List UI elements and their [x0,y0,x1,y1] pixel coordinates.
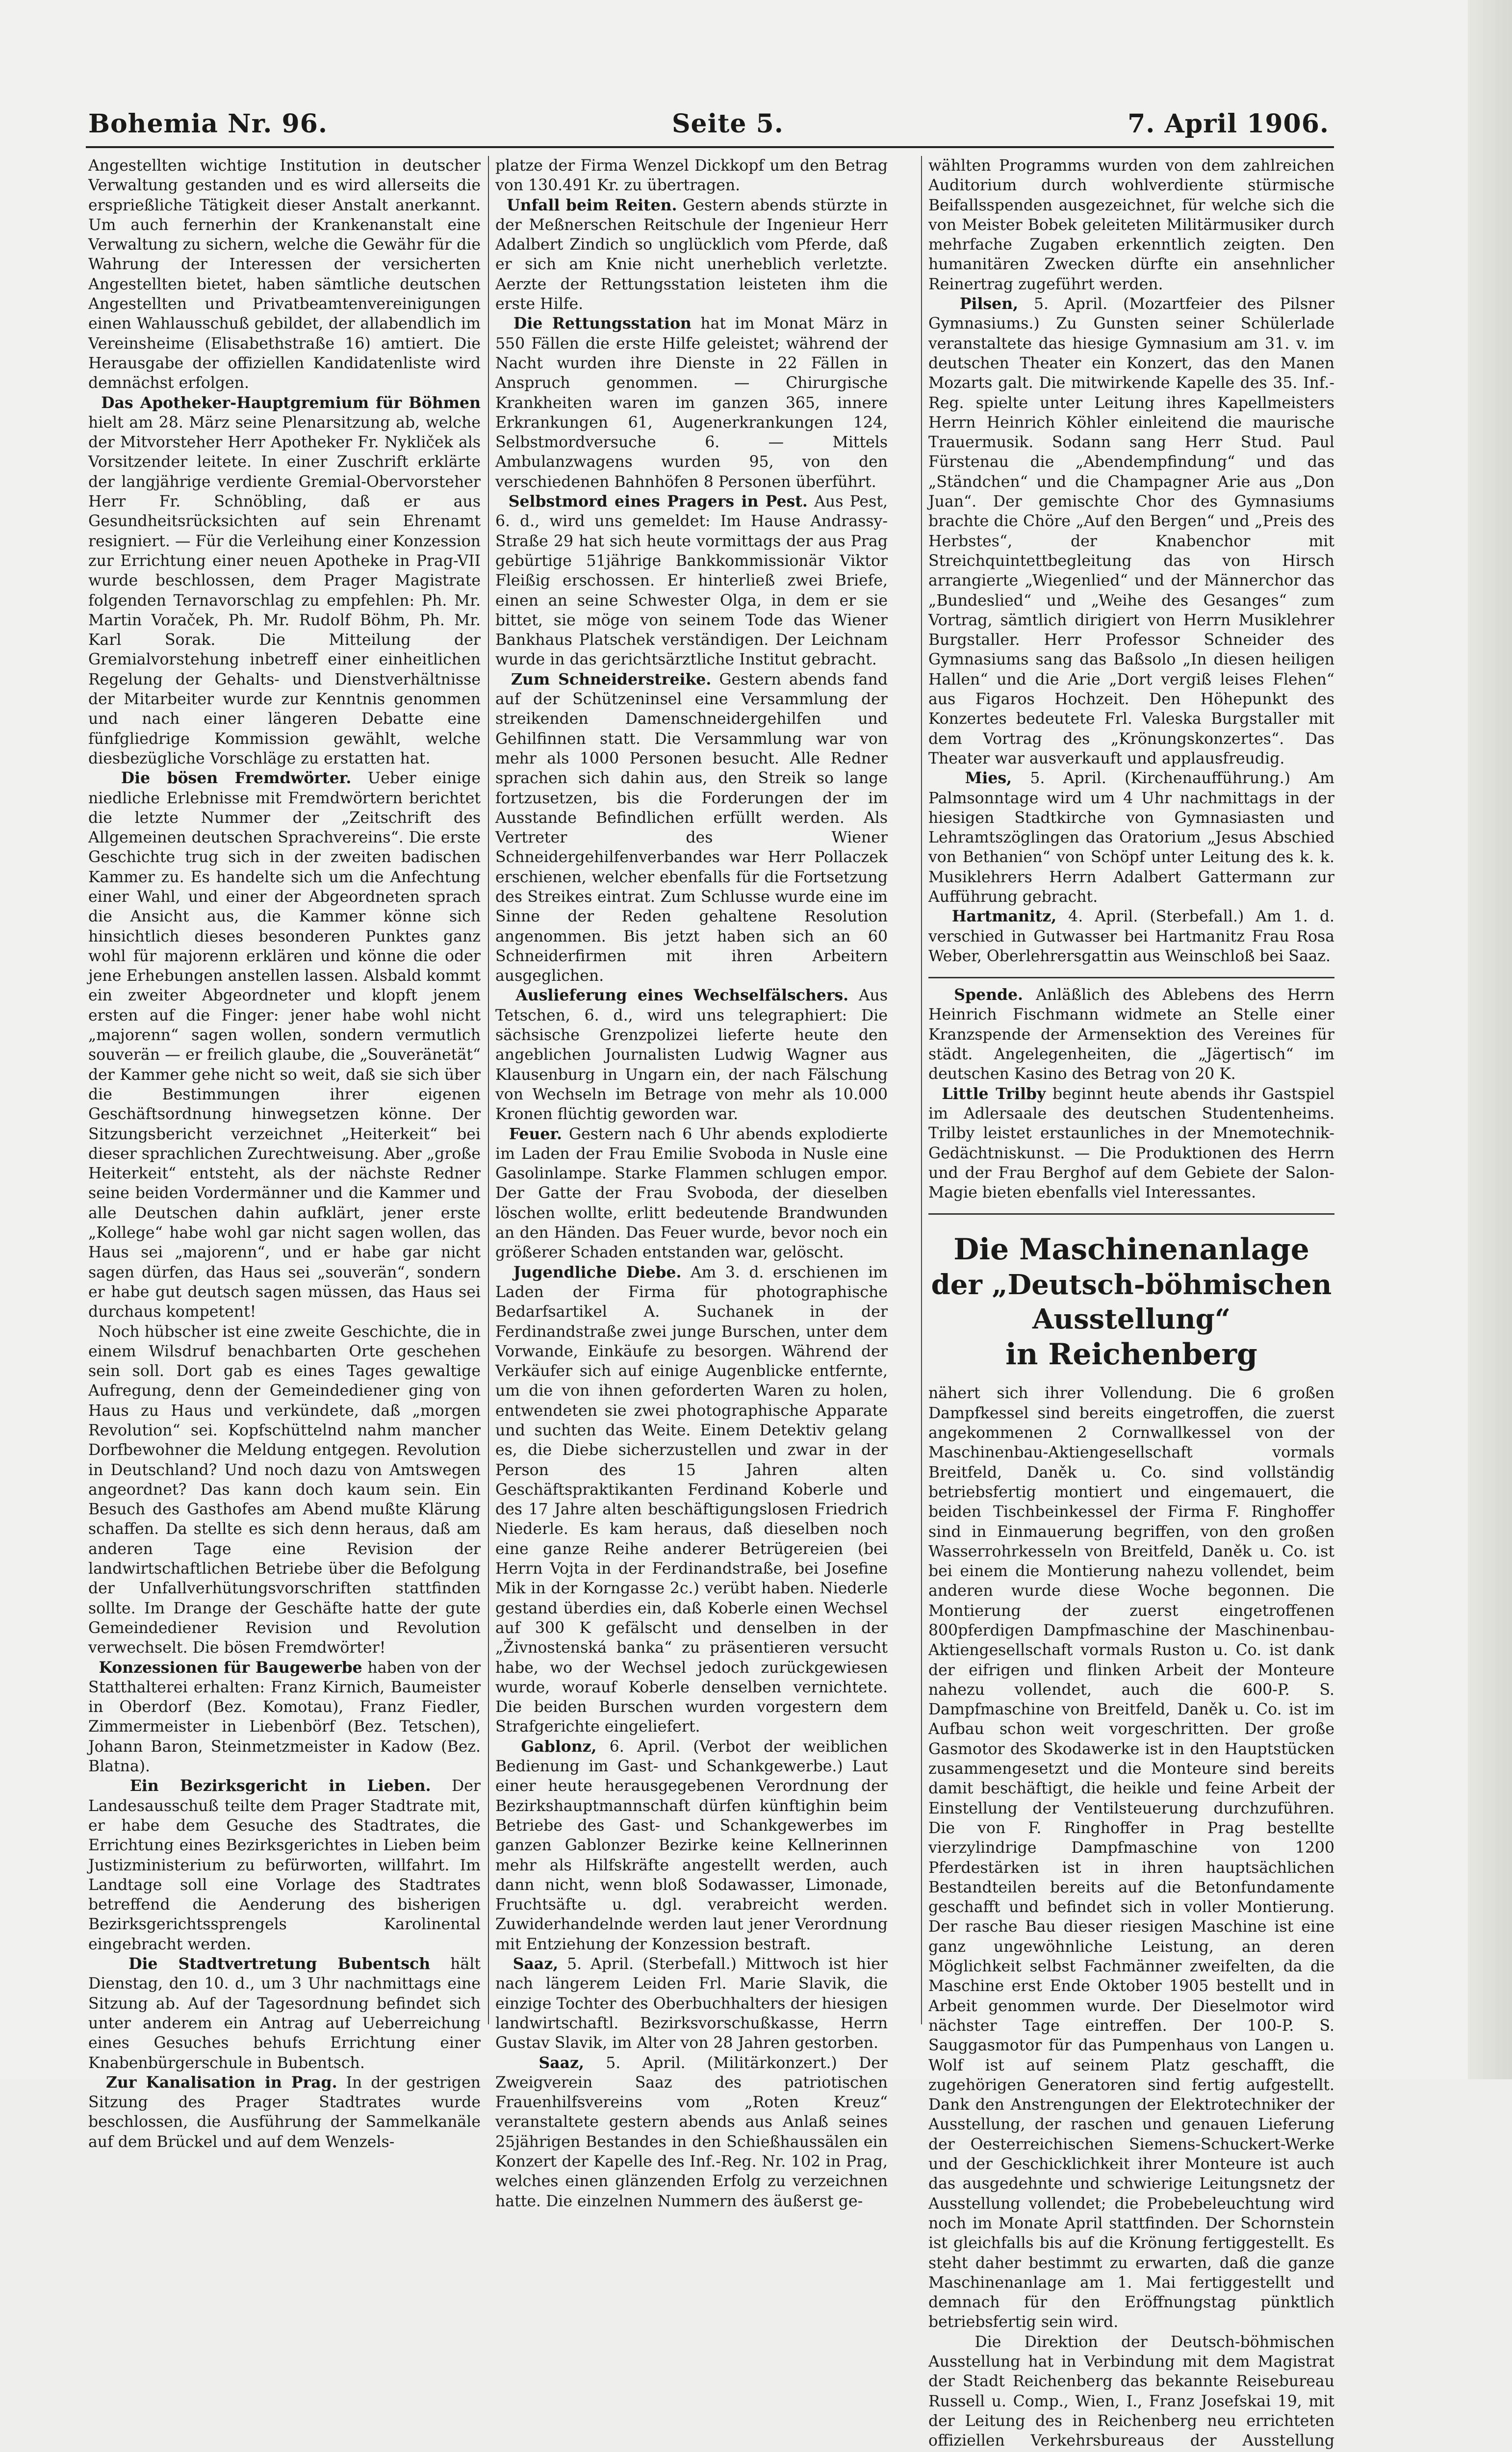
article-headline: Saaz, [538,2053,584,2072]
article-text: In der gestrigen Sitzung des Prager Stadtrates wurde beschlossen, die Ausführung der Sammelkanäle auf dem Brückel und auf dem Wenzels- [88,2073,481,2151]
header-publication: Bohemia Nr. 96. [88,109,328,139]
article-text: Angestellten wichtige Institution in deutscher Verwaltung gestanden und es wird allerseits die ersprießliche Tätigkeit dieser Anstalt anerkannt. Um auch fernerhin der Krankenanstalt eine Verwaltung zu sichern, welche die Gewähr für die Wahrung der Interessen der versicherten Angestellten bietet, haben sämtliche deutschen Angestellten und Privatbeamtenvereinigungen einen Wahlausschuß gebildet, der allabendlich im Vereinsheime (Elisabethstraße 16) amtiert. Die Herausgabe der offiziellen Kandidatenliste wird demnächst erfolgen. [88,157,481,392]
article-text: Der Landesausschuß teilte dem Prager Stadtrate mit, er habe dem Gesuche des Stadtrates, die Errichtung eines Bezirksgerichtes in Lieben beim Justizministerium zu befürworten, willfahrt. Im Landtage soll eine Vorlage des Stadtrates betreffend die Aenderung des bisherigen Bezirksgerichtssprengels Karolinental eingebracht werden. [88,1777,481,1953]
article-paragraph [495,2053,888,2211]
article-paragraph [928,907,1334,966]
article-paragraph [495,1737,888,1954]
article-paragraph [88,1322,481,1658]
article-text: Aus Pest, 6. d., wird uns gemeldet: Im Hause Andrassy-Straße 29 hat sich heute vormittags der aus Prag gebürtige 51jährige Bankkommissionär Viktor Fleißig erschossen. Er hinterließ zwei Briefe, einen an seine Schwester Olga, in dem er sie bittet, sie möge von seinem Tode das Wiener Bankhaus Platschek verständigen. Der Leichnam wurde in das gerichtsärztliche Institut gebracht. [495,493,888,669]
article-paragraph [88,1658,481,1777]
column-2 [495,156,888,2210]
article-text: 6. April. (Verbot der weiblichen Bedienung im Gast- und Schankgewerbe.) Laut einer heute herausgegebenen Verordnung der Bezirkshauptmannschaft dürfen künftighin beim Betriebe des Gast- und Schankgewerbes im ganzen Gablonzer Bezirke keine Kellnerinnen mehr als Hilfskräfte angestellt werden, auch dann nicht, wenn bloß Sodawasser, Limonade, Fruchtsäfte u. dgl. verabreicht werden. Zuwiderhandelnde werden laut jener Verordnung mit Entziehung der Konzession bestraft. [495,1737,888,1953]
section-divider [928,1213,1334,1215]
article-headline: Spende. [954,986,1024,1004]
article-text: 5. April. (Mozartfeier des Pilsner Gymnasiums.) Zu Gunsten seiner Schülerlade veranstaltete das hiesige Gymnasium am 31. v. im deutschen Theater ein Konzert, das den Manen Mozarts galt. Die mitwirkende Kapelle des 35. Inf.-Reg. spielte unter Leitung ihres Kapellmeisters Herrn Heinrich Köhler einleitend die maurische Trauermusik. Sodann sang Herr Stud. Paul Fürstenau die „Abendempfindung“ und das „Ständchen“ und die Champagner Arie aus „Don Juan“. Der gemischte Chor des Gymnasiums brachte die Chöre „Auf den Bergen“ und „Preis des Herbstes“, der Knabenchor mit Streichquintettbegleitung das von Hirsch arrangierte „Wiegenlied“ und der Männerchor das „Bundeslied“ und „Weihe des Gesanges“ zum Vortrag, sämtlich dirigiert von Herrn Musiklehrer Burgstaller. Herr Professor Schneider des Gymnasiums sang das Baßsolo „In diesen heiligen Hallen“ und die Arie „Dort vergiß leises Flehen“ aus Figaros Hochzeit. Den Höhepunkt des Konzertes bedeutete Frl. Valeska Burgstaller mit dem Vortrag des „Krönungskonzertes“. Das Theater war ausverkauft und applausfreudig. [928,295,1334,767]
header-date: 7. April 1906. [1128,109,1329,139]
article-headline: Hartmanitz, [951,907,1057,926]
article-text: Gestern abends fand auf der Schützeninsel eine Versammlung der streikenden Damenschneidergehilfen und Gehilfinnen statt. Die Versammlung war von mehr als 1000 Personen besucht. Alle Redner sprachen sich dahin aus, den Streik so lange fortzusetzen, bis die Forderungen der im Ausstande Befindlichen erfüllt werden. Als Vertreter des Wiener Schneidergehilfenverbandes war Herr Pollaczek erschienen, welcher ebenfalls für die Fortsetzung des Streikes eintrat. Zum Schlusse wurde eine im Sinne der Reden gehaltene Resolution angenommen. Bis jetzt haben sich an 60 Schneiderfirmen mit ihren Arbeitern ausgeglichen. [495,670,888,985]
article-text: Noch hübscher ist eine zweite Geschichte, die in einem Wilsdruf benachbarten Orte geschehen sein soll. Dort gab es eines Tages gewaltige Aufregung, denn der Gemeindediener ging von Haus zu Haus und verkündete, daß „morgen Revolution“ sei. Kopfschüttelnd nahm mancher Dorfbewohner die Meldung entgegen. Revolution in Deutschland? Und noch dazu von Amtswegen angeordnet? Das kann doch kaum sein. Ein Besuch des Gasthofes am Abend mußte Klärung schaffen. Da stellte es sich denn heraus, daß am anderen Tage eine Revision der landwirtschaftlichen Betriebe über die Befolgung der Unfallverhütungsvorschriften stattfinden sollte. Im Drange der Geschäfte hatte der gute Gemeindediener Revision und Revolution verwechselt. Die bösen Fremdwörter! [88,1323,481,1657]
article-headline: Little Trilby [942,1084,1046,1103]
article-headline: Ein Bezirksgericht in Lieben. [129,1777,431,1795]
article-text: wählten Programms wurden von dem zahlreichen Auditorium durch wohlverdiente stürmische Beifallsspenden ausgezeichnet, für welche sich die von Meister Bobek geleiteten Militärmusiker durch mehrfache Zugaben erkenntlich zeigten. Den humanitären Zwecken dürfte ein ansehnlicher Reinertrag zugeführt werden. [928,157,1334,293]
article-paragraph [495,492,888,670]
article-headline: Saaz, [513,1955,559,1973]
section-divider [928,977,1334,978]
article-paragraph [88,1776,481,1954]
article-paragraph [495,1954,888,2053]
article-headline: Zur Kanalisation in Prag. [106,2073,337,2092]
article-paragraph [88,1954,481,2073]
column-3 [928,156,1334,2450]
article-headline: Pilsen, [959,295,1019,313]
page-edge-shadow [1468,0,1512,2079]
article-headline: Jugendliche Diebe. [513,1263,682,1281]
article-paragraph [928,294,1334,768]
article-text: Am 3. d. erschienen im Laden der Firma für photographische Bedarfsartikel A. Suchanek in der Ferdinandstraße zwei junge Burschen, unter dem Vorwande, Einkäufe zu besorgen. Während der Verkäufer sich auf einige Augenblicke entfernte, um die von ihnen geforderten Waren zu holen, entwendeten sie zwei photographische Apparate und suchten das Weite. Einem Detektiv gelang es, die Diebe sicherzustellen und zwar in der Person des 15 Jahren alten Geschäftspraktikanten Ferdinand Koberle und des 17 Jahre alten beschäftigungslosen Friedrich Niederle. Es kam heraus, daß dieselben noch eine ganze Reihe anderer Betrügereien (bei Herrn Vojta in der Ferdinandstraße, bei Josefine Mik in der Korngasse 2c.) verübt haben. Niederle gestand überdies ein, daß Koberle einen Wechsel auf 300 K gefälscht und denselben in der „Živnostenská banka“ zu präsentieren versucht habe, wo der Wechsel jedoch zurückgewiesen wurde, worauf Koberle denselben vernichtete. Die beiden Burschen wurden vorgestern dem Strafgerichte eingeliefert. [495,1263,888,1736]
feature-title-line-2: der „Deutsch-böhmischen Ausstellung“ [931,1269,1332,1336]
article-headline: Mies, [965,769,1012,788]
article-text: hielt am 28. März seine Plenarsitzung ab, welche der Mitvorsteher Herr Apotheker Fr. Nykliček als Vorsitzender leitete. In einer Zuschrift erklärte der langjährige verdiente Gremial-Obervorsteher Herr Fr. Schnöbling, daß er aus Gesundheitsrücksichten auf sein Ehrenamt resigniert. — Für die Verleihung einer Konzession zur Errichtung einer neuen Apotheke in Prag-VII wurde beschlossen, dem Prager Magistrate folgenden Ternavorschlag zu empfehlen: Ph. Mr. Martin Voraček, Ph. Mr. Rudolf Böhm, Ph. Mr. Karl Sorak. Die Mitteilung der Gremialvorstehung inbetreff einer einheitlichen Regelung der Gehalts- und Dienstverhältnisse der Mitarbeiter wurde zur Kenntnis genommen und nach einer längeren Debatte eine fünfgliedrige Kommission gewählt, welche diesbezügliche Vorschläge zu erstatten hat. [88,413,481,767]
article-text: haben von der Statthalterei erhalten: Franz Kirnich, Baumeister in Oberdorf (Bez. Komotau), Franz Fiedler, Zimmermeister in Liebenbörf (Bez. Tetschen), Johann Baron, Steinmetzmeister in Kadow (Bez. Blatna). [88,1659,481,1776]
article-paragraph [495,670,888,986]
article-paragraph [495,1263,888,1737]
article-text: hat im Monat März in 550 Fällen die erste Hilfe geleistet; während der Nacht wurden ihre Dienste in 22 Fällen in Anspruch genommen. — Chirurgische Krankheiten waren im ganzen 365, innere Erkrankungen 61, Augenerkrankungen 124, Selbstmordversuche 6. — Mittels Ambulanzwagens wurden 95, von den verschiedenen Bahnhöfen 8 Personen überführt. [495,315,888,491]
article-text: 5. April. (Sterbefall.) Mittwoch ist hier nach längerem Leiden Frl. Marie Slavik, die einzige Tochter des Oberbuchhalters der hiesigen landwirtschaftl. Bezirksvorschußkasse, Herrn Gustav Slavik, im Alter von 28 Jahren gestorben. [495,1955,888,2052]
article-text: Ueber einige niedliche Erlebnisse mit Fremdwörtern berichtet die letzte Nummer der „Zeitschrift des Allgemeinen deutschen Sprachvereins“. Die erste Geschichte trug sich in der zweiten badischen Kammer zu. Es handelte sich um die Anfechtung einer Wahl, und einer der Abgeordneten sprach die Ansicht aus, die Kammer könne sich hinsichtlich dieses besonderen Punktes ganz wohl für majorenn erklären und könne die oder jene Erhebungen anstellen lassen. Alsbald kommt ein zweiter Abgeordneter und klopft jenem ersten auf die Finger: jener habe wohl nicht „majorenn“ sagen wollen, sondern vermutlich souverän — er freilich glaube, die „Souveränetät“ der Kammer gehe nicht so weit, daß sie sich über die Bestimmungen ihrer eigenen Geschäftsordnung hinwegsetzen könne. Der Sitzungsbericht verzeichnet „Heiterkeit“ bei dieser sprachlichen Zurechtweisung. Aber „große Heiterkeit“ entsteht, als der nächste Redner seine beiden Vordermänner und die Kammer und alle Deutschen dahin aufklärt, jener erste „Kollege“ habe wohl gar nicht sagen wollen, das Haus sei „majorenn“, und er habe gar nicht sagen dürfen, das Haus sei „souverän“, sondern er habe gut deutsch sagen müssen, das Haus sei durchaus kompetent! [88,769,481,1321]
article-paragraph [495,1124,888,1263]
article-text: Gestern nach 6 Uhr abends explodierte im Laden der Frau Emilie Svoboda in Nusle eine Gasolinlampe. Starke Flammen schlugen empor. Der Gatte der Frau Svoboda, der dieselben löschen wollte, erlitt bedeutende Brandwunden an den Händen. Das Feuer wurde, bevor noch ein größerer Schaden entstanden war, gelöscht. [495,1125,888,1262]
article-headline: Gablonz, [521,1737,597,1756]
feature-title [928,1231,1334,1373]
article-text: 4. April. (Sterbefall.) Am 1. d. verschied in Gutwasser bei Hartmanitz Frau Rosa Weber, Oberlehrersgattin aus Weinschloß bei Saaz. [928,908,1334,965]
page-header [88,109,1329,138]
article-headline: Auslieferung eines Wechselfälschers. [515,986,849,1005]
article-text: hält Dienstag, den 10. d., um 3 Uhr nachmittags eine Sitzung ab. Auf der Tagesordnung befindet sich unter anderem ein Antrag auf Ueberreichung eines Gesuches behufs Errichtung einer Knabenbürgerschule in Bubentsch. [88,1955,481,2072]
article-paragraph [88,2073,481,2152]
column-rule-2 [921,156,922,2024]
article-text: platze der Firma Wenzel Dickkopf um den Betrag von 130.491 Kr. zu übertragen. [495,157,888,195]
article-headline: Zum Schneiderstreike. [511,670,712,689]
article-text: nähert sich ihrer Vollendung. Die 6 großen Dampfkessel sind bereits eingetroffen, die zuerst angekommenen 2 Cornwallkessel von der Maschinenbau-Aktiengesellschaft vormals Breitfeld, Daněk u. Co. sind vollständig betriebsfertig montiert und eingemauert, die beiden Tischbeinkessel der Firma F. Ringhoffer sind in Einmauerung begriffen, von den großen Wasserrohrkesseln von Breitfeld, Daněk u. Co. ist bei einem die Montierung nahezu vollendet, beim anderen wurde diese Woche begonnen. Die Montierung der zuerst eingetroffenen 800pferdigen Dampfmaschine der Maschinenbau-Aktiengesellschaft vormals Ruston u. Co. ist dank der eifrigen und flinken Arbeit der Monteure nahezu vollendet, auch die 600-P. S. Dampfmaschine von Breitfeld, Daněk u. Co. ist im Aufbau schon weit vorgeschritten. Der große Gasmotor des Skodawerke ist in den Hauptstücken zusammengesetzt und die Monteure sind bereits damit beschäftigt, die heikle und feine Arbeit der Einstellung der Ventilsteuerung durchzuführen. Die von F. Ringhoffer in Prag bestellte vierzylindrige Dampfmaschine von 1200 Pferdestärken ist in ihren hauptsächlichen Bestandteilen bereits auf die Betonfundamente geschafft und befindet sich in voller Montierung. Der rasche Bau dieser riesigen Maschine ist eine ganz ungewöhnliche Leistung, an deren Möglichkeit selbst Fachmänner zweifelten, da die Maschine erst Ende Oktober 1905 bestellt und in Arbeit genommen wurde. Der Dieselmotor wird nächster Tage eintreffen. Der 100-P. S. Sauggasmotor für das Pumpenhaus von Langen u. Wolf ist auf seinem Platz geschafft, die zugehörigen Generatoren sind fertig aufgestellt. Dank den Anstrengungen der Elektrotechniker der Ausstellung, der raschen und genauen Lieferung der Oesterreichischen Siemens-Schuckert-Werke und der Geschicklichkeit ihrer Monteure ist auch das ausgedehnte und schwierige Leitungsnetz der Ausstellung vollendet; die Probebeleuchtung wird noch im Monate April stattfinden. Der Schornstein ist gleichfalls bis auf die Krönung fertiggestellt. Es steht daher bestimmt zu erwarten, daß die ganze Maschinenanlage am 1. Mai fertiggestellt und demnach für den Eröffnungstag pünktlich betriebsfertig sein wird. [928,1384,1334,2331]
article-headline: Unfall beim Reiten. [507,196,677,214]
article-paragraph [495,196,888,314]
article-paragraph [495,314,888,492]
article-paragraph [88,393,481,769]
article-paragraph [495,986,888,1124]
header-page-number: Seite 5. [672,109,784,139]
article-text: Die Direktion der Deutsch-böhmischen Ausstellung hat in Verbindung mit dem Magistrat der Stadt Reichenberg das bekannte Reisebureau Russell u. Comp., Wien, I., Franz Josefskai 19, mit der Leitung des in Reichenberg neu errichteten offiziellen Verkehrsbureaus der Ausstellung [928,2333,1334,2450]
column-rule-1 [488,156,489,2024]
article-headline: Die bösen Fremdwörter. [121,769,352,788]
article-text: 5. April. (Kirchenaufführung.) Am Palmsonntage wird um 4 Uhr nachmittags in der hiesigen Stadtkirche von Gymnasiasten und Lehramtszöglingen das Oratorium „Jesus Abschied von Bethanien“ von Schöpf unter Leitung des k. k. Musiklehrers Herrn Adalbert Gattermann zur Aufführung gebracht. [928,769,1334,906]
article-paragraph [928,985,1334,1084]
article-text: 5. April. (Militärkonzert.) Der Zweigverein Saaz des patriotischen Frauenhilfsvereins vom „Roten Kreuz“ veranstaltete gestern abends aus Anlaß seines 25jährigen Bestandes in den Schießhaussälen ein Konzert der Kapelle des Inf.-Reg. Nr. 102 in Prag, welches einen glänzenden Erfolg zu verzeichnen hatte. Die einzelnen Nummern des äußerst ge- [495,2054,888,2210]
article-text: beginnt heute abends ihr Gastspiel im Adlersaale des deutschen Studentenheims. Trilby leistet erstaunliches in der Mnemotechnik-Gedächtniskunst. — Die Produktionen des Herrn und der Frau Berghof auf dem Gebiete der Salon-Magie bieten ebenfalls viel Interessantes. [928,1085,1334,1202]
article-headline: Die Stadtvertretung Bubentsch [128,1955,431,1973]
article-headline: Feuer. [509,1124,563,1143]
column-1 [88,156,481,2151]
feature-title-line-3: in Reichenberg [1005,1337,1257,1372]
feature-title-line-1: Die Maschinenanlage [953,1232,1309,1267]
article-text: Anläßlich des Ablebens des Herrn Heinrich Fischmann widmete an Stelle einer Kranzspende der Armensektion des Vereines für städt. Angelegenheiten, die „Jägertisch“ im deutschen Kasino des Betrag von 20 K. [928,986,1334,1083]
article-headline: Konzessionen für Baugewerbe [99,1658,362,1677]
article-text: Aus Tetschen, 6. d., wird uns telegraphiert: Die sächsische Grenzpolizei lieferte heute den angeblichen Journalisten Ludwig Wagner aus Klausenburg in Ungarn ein, der nach Fälschung von Wechseln im Betrage von mehr als 10.000 Kronen flüchtig geworden war. [495,987,888,1124]
header-rule [86,146,1334,148]
article-text: Gestern abends stürzte in der Meßnerschen Reitschule der Ingenieur Herr Adalbert Zindich so unglücklich vom Pferde, daß er sich am Knie nicht unerheblich verletzte. Aerzte der Rettungsstation leisteten ihm die erste Hilfe. [495,196,888,313]
article-headline: Die Rettungsstation [513,314,692,333]
article-headline: Das Apotheker-Hauptgremium für Böhmen [101,393,481,412]
article-paragraph [88,768,481,1322]
article-paragraph [928,1084,1334,1203]
article-headline: Selbstmord eines Pragers in Pest. [508,492,808,511]
article-paragraph [928,2332,1334,2452]
article-paragraph [928,768,1334,907]
